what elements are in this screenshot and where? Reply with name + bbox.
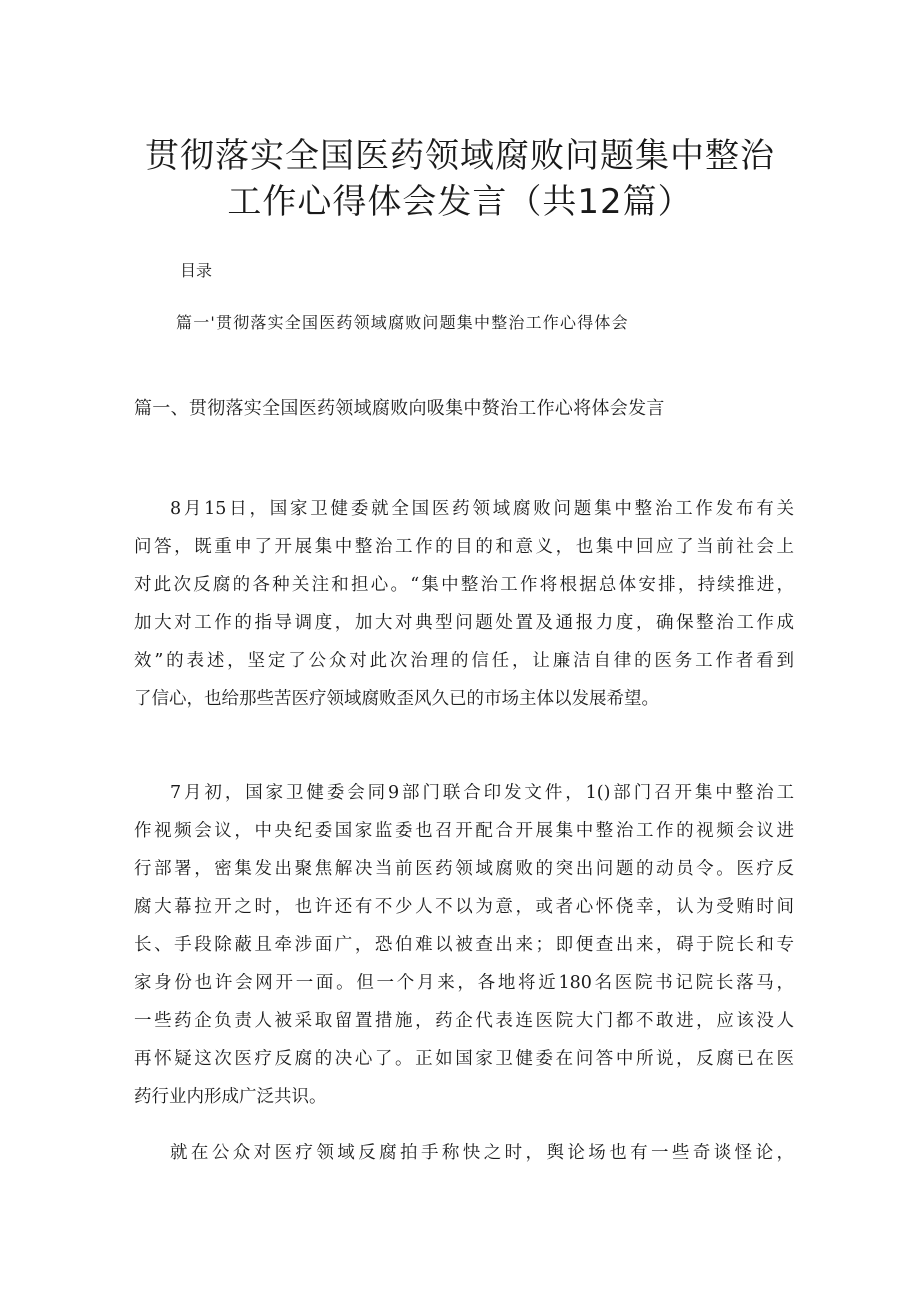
paragraph-line: 长、手段除蔽且牵涉面广，恐伯难以被查出来；即便查出来，碍于院长和专 (134, 935, 794, 955)
toc-label: 目录 (180, 261, 213, 280)
paragraph-line: 效”的表述，坚定了公众对此次治理的信任，让廉洁自律的医务工作者看到 (134, 651, 794, 671)
body-paragraph-3 (134, 1134, 794, 1172)
paragraph-line: 家身份也许会网开一面。但一个月来，各地将近180名医院书记院长落马， (134, 973, 794, 993)
section-heading: 篇一、贯彻落实全国医药领域腐败向吸集中赘治工作心将体会发言 (134, 398, 665, 419)
paragraph-line: 加大对工作的指导调度，加大对典型问题处置及通报力度，确保整治工作成 (134, 613, 794, 633)
paragraph-line: 8月15日，国家卫健委就全国医药领域腐败问题集中整治工作发布有关 (170, 499, 794, 519)
paragraph-line: 腐大幕拉开之时，也许还有不少人不以为意，或者心怀侥幸，认为受贿时间 (134, 897, 794, 917)
paragraph-line: 行部署，密集发出聚焦解决当前医药领域腐败的突出问题的动员令。医疗反 (134, 859, 794, 879)
paragraph-line: 问答，既重申了开展集中整治工作的目的和意义，也集中回应了当前社会上 (134, 537, 794, 557)
paragraph-line: 药行业内形成广泛共识。 (134, 1087, 327, 1107)
document-title-line-2: 工作心得体会发言（共12篇） (227, 182, 693, 222)
paragraph-line: 就在公众对医疗领域反腐拍手称快之时，舆论场也有一些奇谈怪论， (170, 1143, 794, 1163)
paragraph-line: 对此次反腐的各种关注和担心。“集中整治工作将根据总体安排，持续推进， (134, 575, 794, 595)
body-paragraph-1 (134, 490, 794, 718)
body-paragraph-2 (134, 774, 794, 1116)
paragraph-line: 一些药企负责人被采取留置措施，药企代表连医院大门都不敢进，应该没人 (134, 1011, 794, 1031)
toc-item[interactable]: 篇一'贯彻落实全国医药领域腐败问题集中整治工作心得体会 (176, 313, 629, 332)
paragraph-line: 了信心，也给那些苦医疗领域腐败歪风久已的市场主体以发展希望。 (134, 689, 659, 709)
paragraph-line: 作视频会议，中央纪委国家监委也召开配合开展集中整治工作的视频会议进 (134, 821, 794, 841)
paragraph-line: 7月初，国家卫健委会同9部门联合印发文件，1()部门召开集中整治工 (170, 783, 794, 803)
paragraph-line: 再怀疑这次医疗反腐的决心了。正如国家卫健委在问答中所说，反腐已在医 (134, 1049, 794, 1069)
document-title-line-1: 贯彻落实全国医药领域腐败问题集中整治 (145, 136, 775, 176)
